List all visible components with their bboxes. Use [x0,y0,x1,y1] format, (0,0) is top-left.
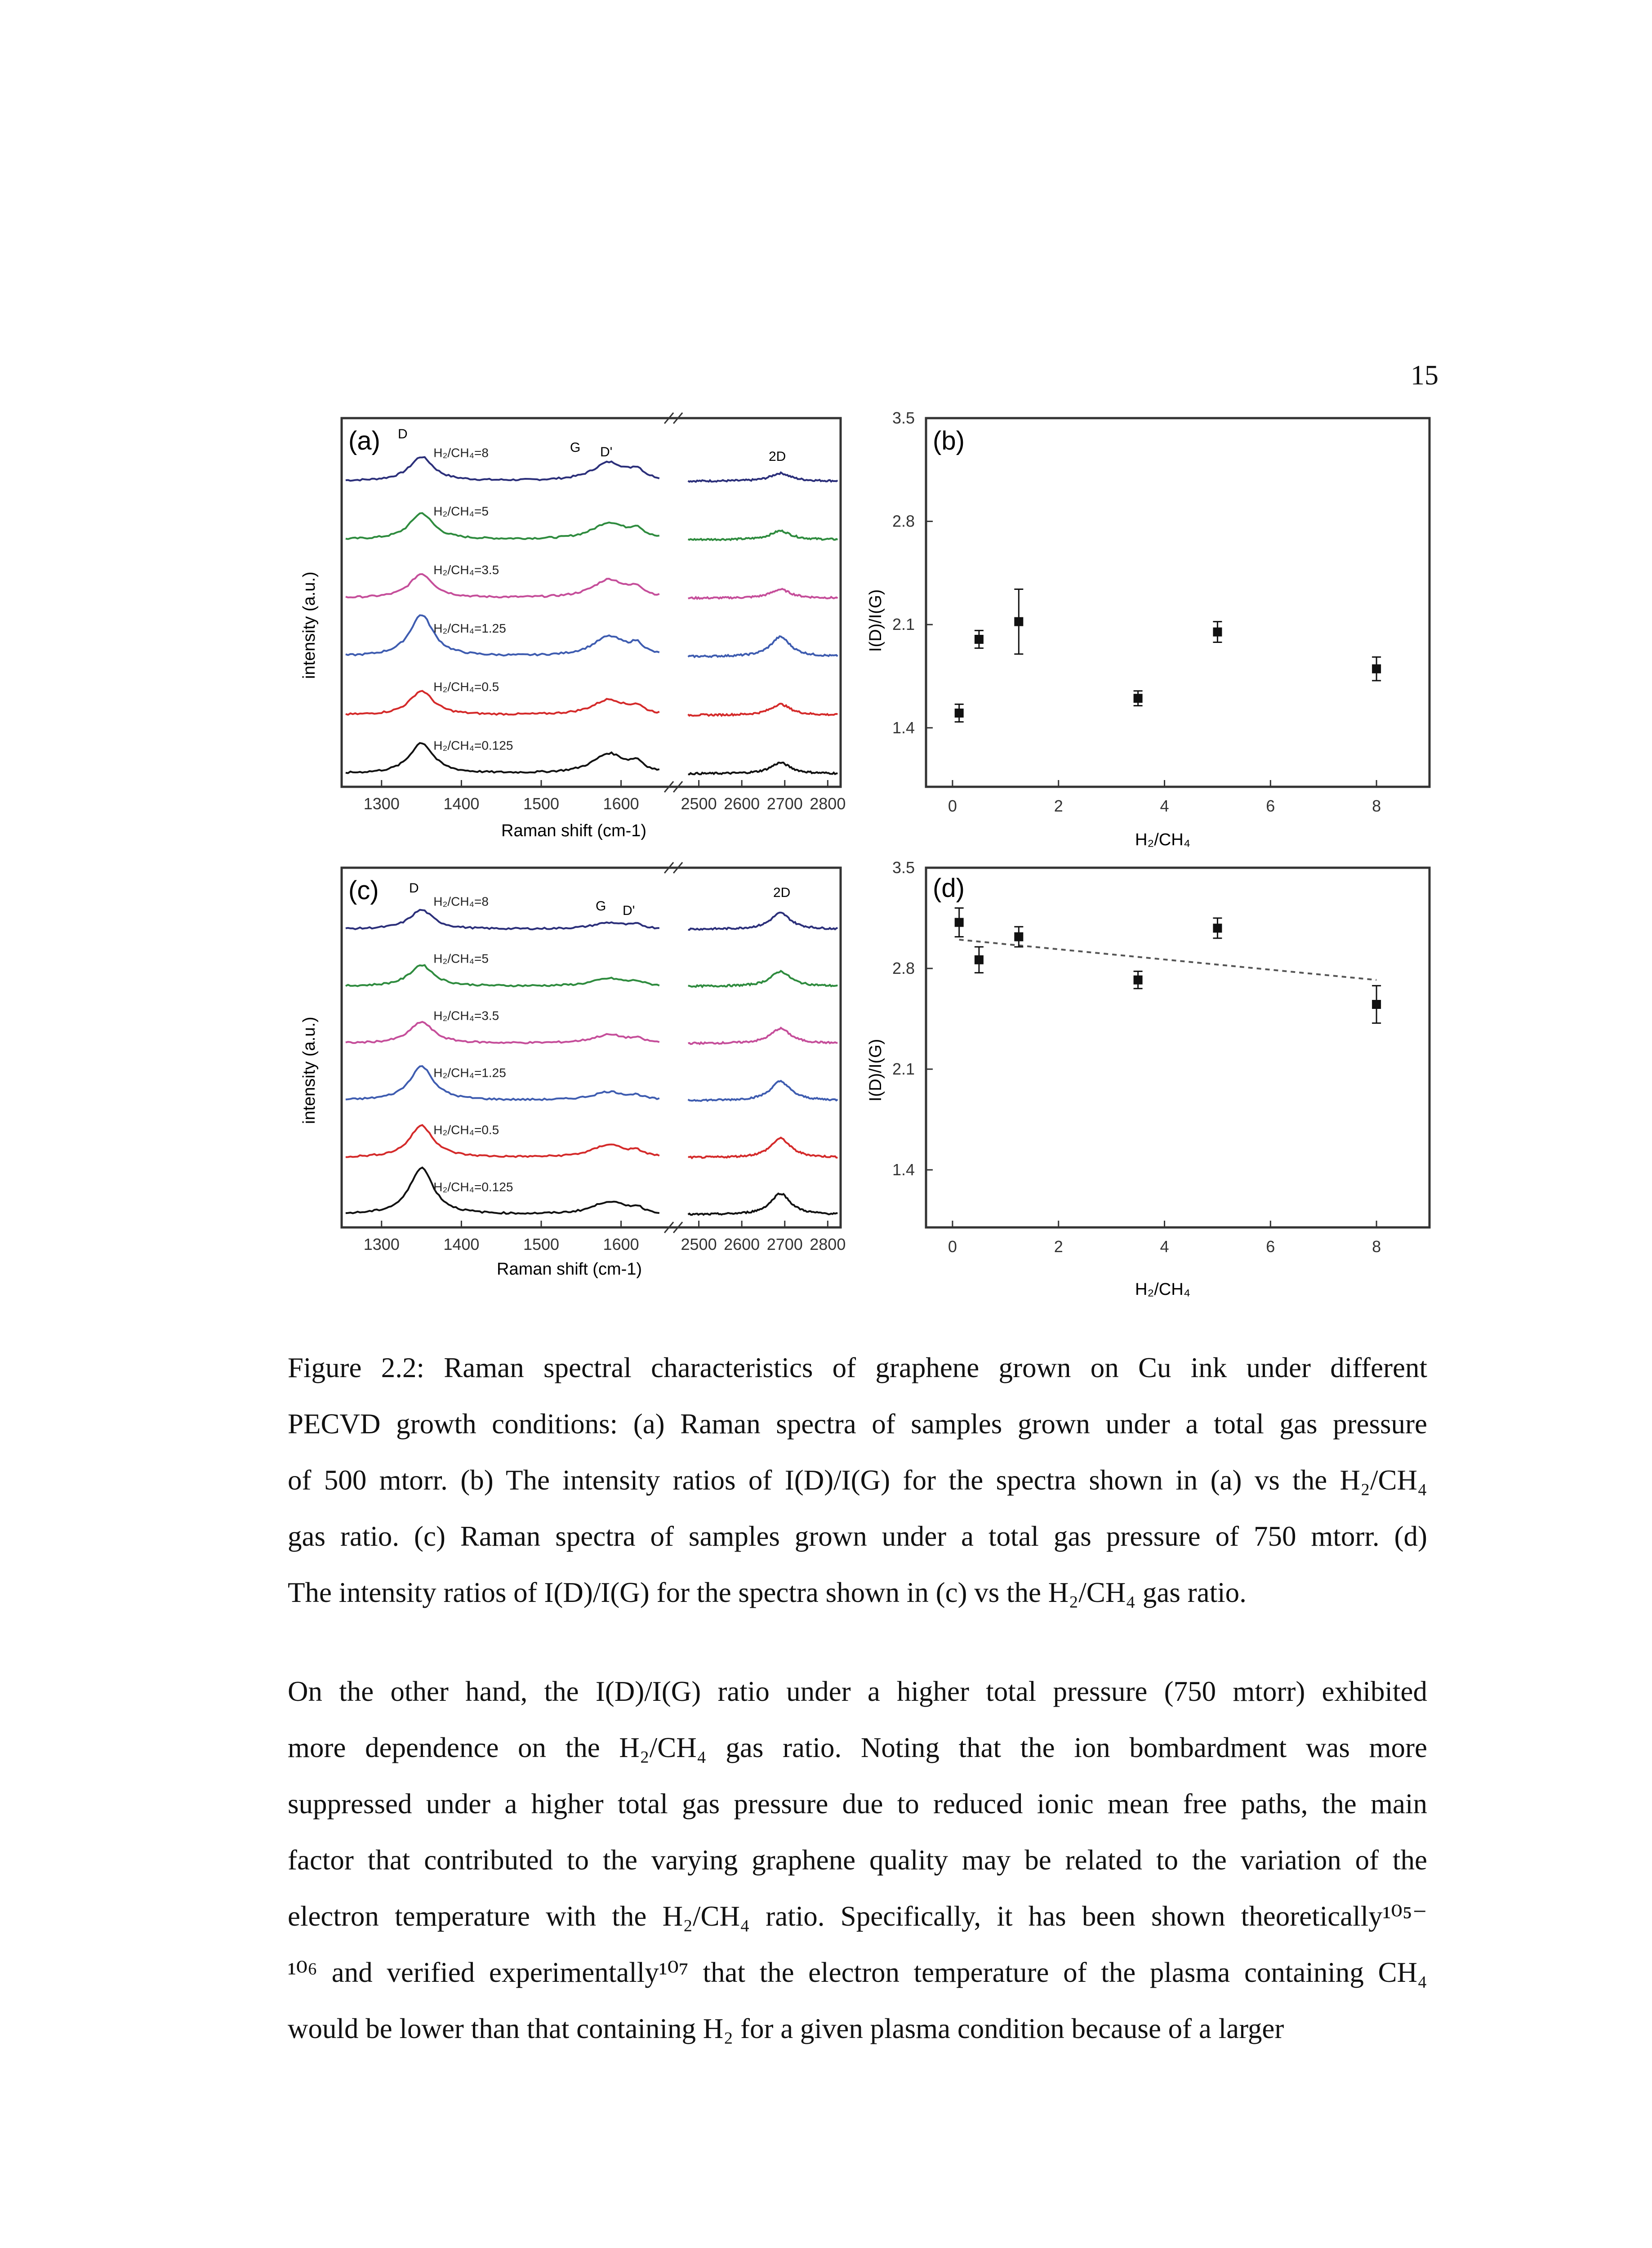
panel-a-peak-2d: 2D [769,449,786,464]
raman-trace-label: H₂/CH₄=1.25 [433,621,506,635]
x-tick-label: 1400 [443,1235,480,1253]
x-tick-label: 1500 [523,1235,560,1253]
raman-trace-label: H₂/CH₄=8 [433,446,489,460]
panel-b [866,409,1429,849]
data-point [955,709,964,718]
body-line: factor that contributed to the varying graphene quality may be related to the variation of the [288,1844,1427,1876]
panel-d-xlabel: H₂/CH₄ [1135,1280,1191,1299]
trendline [959,940,1376,980]
panel-c-peak-dprime: D' [623,903,635,918]
raman-trace-label: H₂/CH₄=1.25 [433,1066,506,1080]
panel-d-frame [926,868,1429,1227]
raman-trace-label: H₂/CH₄=3.5 [433,562,499,577]
raman-trace [346,965,659,987]
data-point [1014,932,1023,941]
data-point [1134,976,1143,985]
x-tick-label: 4 [1160,1237,1169,1256]
panel-a-peak-dprime: D' [600,445,613,459]
panel-a-label: (a) [348,426,380,455]
panel-a-xlabel: Raman shift (cm-1) [501,821,647,840]
x-tick-label: 0 [948,797,957,815]
raman-trace [346,910,659,930]
data-point [1213,923,1222,932]
x-tick-label: 1300 [363,794,400,813]
raman-trace-2d [688,913,838,930]
body-line: more dependence on the H₂/CH₄ gas ratio. Noting that the ion bombardment was more [288,1732,1427,1763]
raman-trace-2d [688,473,838,482]
raman-trace-label: H₂/CH₄=0.125 [433,738,513,753]
raman-trace-2d [688,636,838,657]
body-paragraph [288,1664,1427,2057]
caption-line: gas ratio. (c) Raman spectra of samples grown under a total gas pressure of 750 mtorr. (d) [288,1521,1427,1552]
panel-a-frame [342,418,841,787]
raman-trace [346,1125,659,1157]
panel-c-peak-2d: 2D [773,885,791,900]
y-tick-label: 1.4 [892,1160,915,1179]
raman-trace-label: H₂/CH₄=3.5 [433,1008,499,1023]
panel-c-x-ticks [364,1221,846,1253]
y-tick-label: 3.5 [892,858,915,877]
body-line: On the other hand, the I(D)/I(G) ratio under a higher total pressure (750 mtorr) exhibited [288,1676,1427,1707]
y-tick-label: 2.1 [892,615,915,634]
panel-b-plot [892,409,1381,815]
x-tick-label: 1500 [523,794,560,813]
panel-c [300,862,846,1279]
x-tick-label: 2 [1054,797,1063,815]
panel-c-peak-g: G [596,899,606,914]
x-tick-label: 6 [1266,797,1275,815]
raman-trace-2d [688,1081,838,1101]
raman-trace-label: H₂/CH₄=0.125 [433,1180,513,1194]
raman-trace-2d [688,589,838,599]
x-tick-label: 2800 [810,794,846,813]
caption-line: The intensity ratios of I(D)/I(G) for the spectra shown in (c) vs the H₂/CH₄ gas ratio. [288,1577,1247,1608]
y-tick-label: 2.8 [892,959,915,977]
panel-d [866,858,1429,1299]
panel-d-ylabel: I(D)/I(G) [866,1039,885,1102]
x-tick-label: 2800 [810,1235,846,1253]
data-point [1372,665,1381,674]
body-line: would be lower than that containing H₂ for a given plasma condition because of a larger [288,2013,1284,2044]
panel-a-ylabel: intensity (a.u.) [300,571,319,679]
x-tick-label: 2500 [681,1235,717,1253]
x-tick-label: 8 [1372,797,1381,815]
raman-trace-2d [688,1137,838,1158]
panel-c-ylabel: intensity (a.u.) [300,1017,319,1124]
x-tick-label: 1600 [603,794,639,813]
x-tick-label: 8 [1372,1237,1381,1256]
x-tick-label: 4 [1160,797,1169,815]
panel-a-peak-d: D [398,427,408,442]
x-tick-label: 1600 [603,1235,639,1253]
raman-trace-label: H₂/CH₄=0.5 [433,1123,499,1137]
raman-trace [346,691,659,715]
raman-trace [346,457,659,481]
data-point [1213,628,1222,637]
raman-trace-label: H₂/CH₄=5 [433,504,489,518]
raman-trace-label: H₂/CH₄=0.5 [433,680,499,694]
raman-trace-2d [688,763,838,774]
raman-trace-2d [688,531,838,540]
raman-trace-label: H₂/CH₄=5 [433,951,489,966]
data-point [1372,1000,1381,1009]
x-tick-label: 2700 [766,1235,803,1253]
y-tick-label: 3.5 [892,409,915,427]
panel-c-traces [346,862,837,1233]
raman-trace-label: H₂/CH₄=8 [433,894,489,909]
panel-a-peak-g: G [570,440,581,455]
data-point [1014,617,1023,626]
page-number: 15 [1411,360,1438,391]
raman-trace [346,574,659,598]
raman-trace-2d [688,704,838,716]
x-tick-label: 2600 [724,794,760,813]
body-line: suppressed under a higher total gas pressure due to reduced ionic mean free paths, the main [288,1788,1427,1820]
panel-d-plot [892,858,1381,1256]
caption-line: Figure 2.2: Raman spectral characteristics of graphene grown on Cu ink under different [288,1352,1427,1383]
y-tick-label: 2.8 [892,512,915,531]
panel-c-peak-d: D [409,881,419,896]
panel-a [300,413,846,840]
data-point [955,918,964,927]
panel-b-label: (b) [933,426,965,455]
x-tick-label: 1300 [363,1235,400,1253]
x-tick-label: 2500 [681,794,717,813]
raman-trace-2d [688,971,838,987]
raman-trace [346,1022,659,1044]
panel-c-xlabel: Raman shift (cm-1) [497,1260,642,1279]
y-tick-label: 1.4 [892,718,915,737]
caption-line: of 500 mtorr. (b) The intensity ratios of I(D)/I(G) for the spectra shown in (a) vs the H₂/CH₄ [288,1464,1427,1496]
x-tick-label: 2700 [766,794,803,813]
y-tick-label: 2.1 [892,1060,915,1078]
x-tick-label: 6 [1266,1237,1275,1256]
data-point [975,635,984,644]
body-line: ¹⁰⁶ and verified experimentally¹⁰⁷ that the electron temperature of the plasma containing CH₄ [288,1957,1427,1988]
panel-d-label: (d) [933,874,965,903]
caption-line: PECVD growth conditions: (a) Raman spectra of samples grown under a total gas pressure [288,1408,1427,1440]
data-point [1134,694,1143,703]
panel-a-traces [346,413,837,792]
x-tick-label: 0 [948,1237,957,1256]
x-tick-label: 1400 [443,794,480,813]
raman-trace-2d [688,1194,838,1215]
x-tick-label: 2 [1054,1237,1063,1256]
panel-c-label: (c) [348,876,379,905]
data-point [975,955,984,964]
raman-trace [346,513,659,539]
panel-a-x-ticks [364,780,846,813]
panel-b-xlabel: H₂/CH₄ [1135,830,1191,849]
x-tick-label: 2600 [724,1235,760,1253]
panel-b-frame [926,418,1429,787]
body-line: electron temperature with the H₂/CH₄ ratio. Specifically, it has been shown theoretically¹⁰⁵⁻ [288,1900,1427,1932]
raman-trace-2d [688,1028,838,1044]
figure-caption [288,1340,1427,1621]
panel-b-ylabel: I(D)/I(G) [866,589,885,652]
